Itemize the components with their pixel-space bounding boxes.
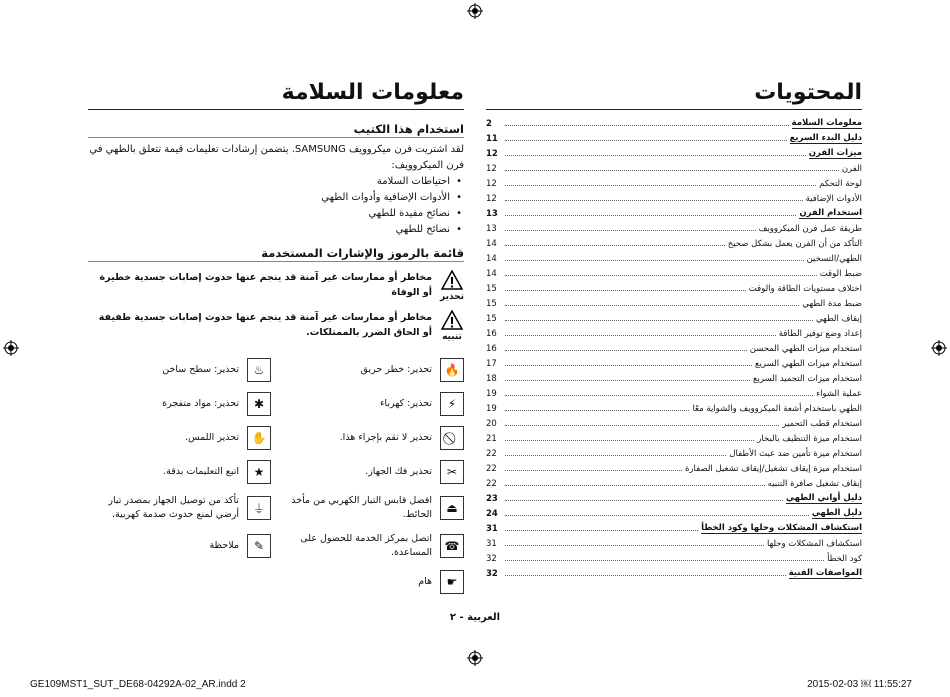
toc-row[interactable]: [486, 354, 862, 369]
do-not-touch-icon: ✋: [247, 426, 271, 450]
prohibited-icon: [440, 426, 464, 450]
toc-section: [486, 76, 862, 579]
toc-page-number: 12: [486, 149, 498, 159]
toc-page-number: 15: [486, 314, 497, 324]
symbol-item: [281, 494, 464, 522]
toc-entry-title: ضبط مدة الطهي: [802, 299, 862, 309]
toc-entry-title: الفرن: [841, 164, 862, 174]
toc-row[interactable]: [486, 234, 862, 249]
toc-entry-title: استخدام ميزة تأمين ضد عبث الأطفال: [729, 449, 862, 459]
toc-page-number: 24: [486, 509, 498, 519]
toc-entry-title: دليل أواني الطهي: [785, 493, 862, 503]
toc-entry-title: استخدام ميزة إيقاف تشغيل/إيقاف تشغيل الصفارة: [685, 464, 862, 474]
toc-row[interactable]: [486, 369, 862, 384]
toc-entry-title: ضبط الوقت: [819, 269, 862, 279]
toc-entry-title: إعداد وضع توفير الطاقة: [778, 329, 862, 339]
caution-triangle-icon: [441, 310, 463, 330]
electric-warning-icon: ⚡: [440, 392, 464, 416]
symbol-item: [88, 494, 271, 522]
toc-leader-dots: [505, 440, 754, 441]
toc-page-number: 14: [486, 254, 497, 264]
symbol-text: افصل قابس التيار الكهربي من مأخذ الحائط.: [291, 495, 432, 520]
note-icon: ✎: [247, 534, 271, 558]
manual-usage-bullet: • احتياطات السلامة: [88, 174, 464, 190]
toc-entry-title: اختلاف مستويات الطاقة والوقت: [748, 284, 862, 294]
toc-row[interactable]: [486, 324, 862, 339]
toc-leader-dots: [505, 335, 776, 336]
warning-triangle-icon: [441, 270, 463, 290]
toc-entry-title: طريقة عمل فرن الميكروويف: [758, 224, 862, 234]
symbol-text: اتصل بمركز الخدمة للحصول على المساعدة.: [300, 533, 432, 558]
toc-heading-row[interactable]: [486, 204, 862, 219]
symbol-text: هام: [418, 576, 432, 587]
toc-row[interactable]: [486, 399, 862, 414]
toc-page-number: 16: [486, 329, 497, 339]
toc-row[interactable]: [486, 189, 862, 204]
toc-page-number: 12: [486, 194, 497, 204]
caution-text: مخاطر أو ممارسات غير آمنة قد ينجم عنها حدوث إصابات جسدية طفيفة أو الحاق الضرر بالممتلكات.: [98, 312, 432, 338]
toc-entry-title: ميزات الفرن: [808, 148, 862, 158]
registration-mark-bottom-icon: [467, 650, 483, 666]
toc-row[interactable]: [486, 249, 862, 264]
toc-page-number: 32: [486, 569, 498, 579]
toc-entry-title: معلومات السلامة: [791, 118, 862, 128]
toc-page-number: 18: [486, 374, 497, 384]
toc-leader-dots: [505, 245, 725, 246]
toc-heading-row[interactable]: [486, 489, 862, 504]
toc-leader-dots: [505, 470, 682, 471]
warning-text: مخاطر أو ممارسات غير آمنة قد ينجم عنها حدوث إصابات جسدية خطيرة أو الوفاة: [99, 272, 432, 298]
toc-page-number: 22: [486, 479, 497, 489]
toc-page-number: 32: [486, 554, 497, 564]
toc-leader-dots: [505, 380, 750, 381]
symbol-grid: [88, 358, 464, 594]
caution-block: [88, 310, 464, 342]
symbol-text: تحذير اللمس.: [185, 432, 239, 443]
explosive-warning-icon: ✱: [247, 392, 271, 416]
toc-heading-row[interactable]: [486, 144, 862, 159]
symbol-text: تحذير لا تقم بإجراء هذا.: [339, 432, 432, 443]
toc-page-number: 13: [486, 224, 497, 234]
footer-file-info: GE109MST1_SUT_DE68-04292A-02_AR.indd 2: [30, 679, 246, 690]
toc-page-number: 19: [486, 389, 497, 399]
symbol-item: [88, 358, 271, 382]
page-number: العربية - ٢: [449, 612, 501, 623]
toc-leader-dots: [505, 140, 787, 141]
toc-entry-title: إيقاف الطهي: [815, 314, 862, 324]
toc-heading-row[interactable]: [486, 129, 862, 144]
toc-leader-dots: [505, 530, 698, 531]
toc-row[interactable]: [486, 159, 862, 174]
toc-entry-title: استخدام ميزة التنظيف بالبخار: [757, 434, 862, 444]
toc-entry-title: استكشاف المشكلات وحلها: [766, 539, 862, 549]
toc-title: المحتويات: [486, 76, 862, 110]
symbol-item: [88, 392, 271, 416]
symbol-item: [88, 532, 271, 560]
toc-leader-dots: [505, 545, 764, 546]
toc-row[interactable]: [486, 414, 862, 429]
symbol-item: [281, 570, 464, 594]
toc-row[interactable]: [486, 219, 862, 234]
unplug-icon: ⏏: [440, 496, 464, 520]
footer-date-time: 2015-02-03 ￼ 11:55:27: [807, 679, 912, 690]
follow-instructions-icon: ★: [247, 460, 271, 484]
toc-page-number: 31: [486, 539, 497, 549]
hot-surface-icon: ♨: [247, 358, 271, 382]
important-icon: ☛: [440, 570, 464, 594]
symbol-item: [281, 392, 464, 416]
toc-entry-title: لوحة التحكم: [819, 179, 862, 189]
toc-list: [486, 114, 862, 579]
toc-entry-title: استكشاف المشكلات وحلها وكود الخطأ: [701, 523, 862, 533]
toc-heading-row[interactable]: [486, 504, 862, 519]
toc-leader-dots: [505, 485, 765, 486]
registration-mark-left-icon: [3, 340, 19, 356]
toc-leader-dots: [505, 455, 726, 456]
warning-label: تحذير: [439, 292, 465, 302]
toc-page-number: 12: [486, 179, 497, 189]
toc-leader-dots: [505, 290, 746, 291]
ground-icon: ⏚: [247, 496, 271, 520]
toc-page-number: 19: [486, 404, 497, 414]
toc-row[interactable]: [486, 384, 862, 399]
toc-entry-title: استخدام ميزات الطهي المحسن: [749, 344, 862, 354]
toc-leader-dots: [505, 185, 816, 186]
toc-entry-title: الطهي/التسخين: [806, 254, 862, 264]
toc-row[interactable]: [486, 339, 862, 354]
toc-entry-title: إيقاف تشغيل صافرة التنبيه: [767, 479, 862, 489]
symbol-text: اتبع التعليمات بدقة.: [163, 466, 239, 477]
toc-page-number: 17: [486, 359, 497, 369]
toc-page-number: 15: [486, 284, 497, 294]
toc-page-number: 31: [486, 524, 498, 534]
symbol-text: تحذير: كهرباء: [379, 398, 432, 409]
toc-row[interactable]: [486, 264, 862, 279]
toc-entry-title: كود الخطأ: [827, 554, 862, 564]
toc-leader-dots: [505, 515, 809, 516]
toc-row[interactable]: [486, 429, 862, 444]
toc-page-number: 13: [486, 209, 498, 219]
call-service-icon: ☎: [440, 534, 464, 558]
toc-row[interactable]: [486, 309, 862, 324]
toc-heading-row[interactable]: [486, 564, 862, 579]
toc-leader-dots: [505, 410, 689, 411]
toc-page-number: 16: [486, 344, 497, 354]
toc-entry-title: عملية الشواء: [816, 389, 862, 399]
toc-heading-row[interactable]: [486, 114, 862, 129]
symbol-text: تحذير: مواد متفجرة: [162, 398, 239, 409]
toc-leader-dots: [505, 215, 796, 216]
symbol-text: تحذير: سطح ساخن: [162, 364, 239, 375]
toc-leader-dots: [505, 275, 817, 276]
toc-leader-dots: [505, 155, 806, 156]
toc-leader-dots: [505, 350, 747, 351]
manual-usage-bullet: • نصائح للطهي: [88, 222, 464, 238]
manual-usage-list: [88, 174, 464, 238]
toc-row[interactable]: [486, 474, 862, 489]
toc-page-number: 22: [486, 464, 497, 474]
toc-page-number: 15: [486, 299, 497, 309]
toc-page-number: 12: [486, 164, 497, 174]
symbol-item: [281, 358, 464, 382]
toc-entry-title: التأكد من أن الفرن يعمل بشكل صحيح: [727, 239, 862, 249]
symbol-text: ملاحظة: [209, 540, 239, 551]
toc-leader-dots: [505, 305, 799, 306]
safety-section: [88, 76, 464, 616]
symbol-text: تحذير فك الجهاز.: [365, 466, 432, 477]
do-not-disassemble-icon: ✂: [440, 460, 464, 484]
toc-page-number: 20: [486, 419, 497, 429]
toc-entry-title: الطهي باستخدام أشعة الميكروويف والشواية معًا: [692, 404, 862, 414]
toc-page-number: 11: [486, 134, 498, 144]
toc-page-number: 23: [486, 494, 498, 504]
toc-leader-dots: [505, 230, 756, 231]
manual-usage-paragraph: لقد اشتريت فرن ميكروويف SAMSUNG. يتضمن إرشادات تعليمات قيمة تتعلق بالطهي في فرن الميكروويف:: [89, 144, 464, 171]
toc-entry-title: دليل البدء السريع: [789, 133, 862, 143]
registration-mark-right-icon: [931, 340, 947, 356]
toc-leader-dots: [505, 560, 824, 561]
toc-entry-title: استخدام قطب التحمير: [782, 419, 862, 429]
toc-row[interactable]: [486, 279, 862, 294]
toc-leader-dots: [505, 200, 803, 201]
toc-entry-title: المواصفات الفنية: [788, 568, 862, 578]
toc-page-number: 14: [486, 239, 497, 249]
toc-leader-dots: [505, 260, 804, 261]
registration-mark-top-icon: [467, 3, 483, 19]
toc-entry-title: استخدام ميزات التجميد السريع: [753, 374, 862, 384]
symbol-item: [281, 532, 464, 560]
toc-row[interactable]: [486, 174, 862, 189]
toc-row[interactable]: [486, 459, 862, 474]
symbol-item: [88, 426, 271, 450]
toc-row[interactable]: [486, 294, 862, 309]
toc-leader-dots: [505, 500, 783, 501]
toc-entry-title: دليل الطهي: [811, 508, 862, 518]
symbol-item: [281, 426, 464, 450]
toc-leader-dots: [505, 125, 789, 126]
toc-heading-row[interactable]: [486, 519, 862, 534]
toc-page-number: 21: [486, 434, 497, 444]
warning-block: [88, 270, 464, 302]
toc-leader-dots: [505, 575, 786, 576]
symbol-item: [88, 460, 271, 484]
symbols-heading: قائمة بالرموز والإشارات المستخدمة: [88, 244, 464, 262]
toc-page-number: 22: [486, 449, 497, 459]
toc-entry-title: استخدام ميزات الطهي السريع: [755, 359, 862, 369]
manual-usage-heading: استخدام هذا الكتيب: [88, 120, 464, 138]
manual-usage-bullet: • نصائح مفيدة للطهي: [88, 206, 464, 222]
fire-warning-icon: 🔥: [440, 358, 464, 382]
toc-row[interactable]: [486, 444, 862, 459]
caution-label: تنبيه: [442, 332, 462, 342]
toc-leader-dots: [505, 395, 813, 396]
toc-page-number: 2: [486, 119, 492, 129]
symbol-text: تأكد من توصيل الجهاز بمصدر تيار أرضي لمنع حدوث صدمة كهربية.: [108, 495, 239, 520]
toc-leader-dots: [505, 425, 779, 426]
manual-usage-bullet: • الأدوات الإضافية وأدوات الطهي: [88, 190, 464, 206]
toc-page-number: 14: [486, 269, 497, 279]
toc-leader-dots: [505, 320, 813, 321]
symbol-item: [281, 460, 464, 484]
toc-leader-dots: [505, 170, 839, 171]
toc-leader-dots: [505, 365, 752, 366]
toc-entry-title: استخدام الفرن: [799, 208, 862, 218]
safety-title: معلومات السلامة: [88, 76, 464, 110]
toc-row[interactable]: [486, 549, 862, 564]
toc-row[interactable]: [486, 534, 862, 549]
toc-entry-title: الأدوات الإضافية: [805, 194, 862, 204]
symbol-text: تحذير: خطر حريق: [360, 364, 432, 375]
